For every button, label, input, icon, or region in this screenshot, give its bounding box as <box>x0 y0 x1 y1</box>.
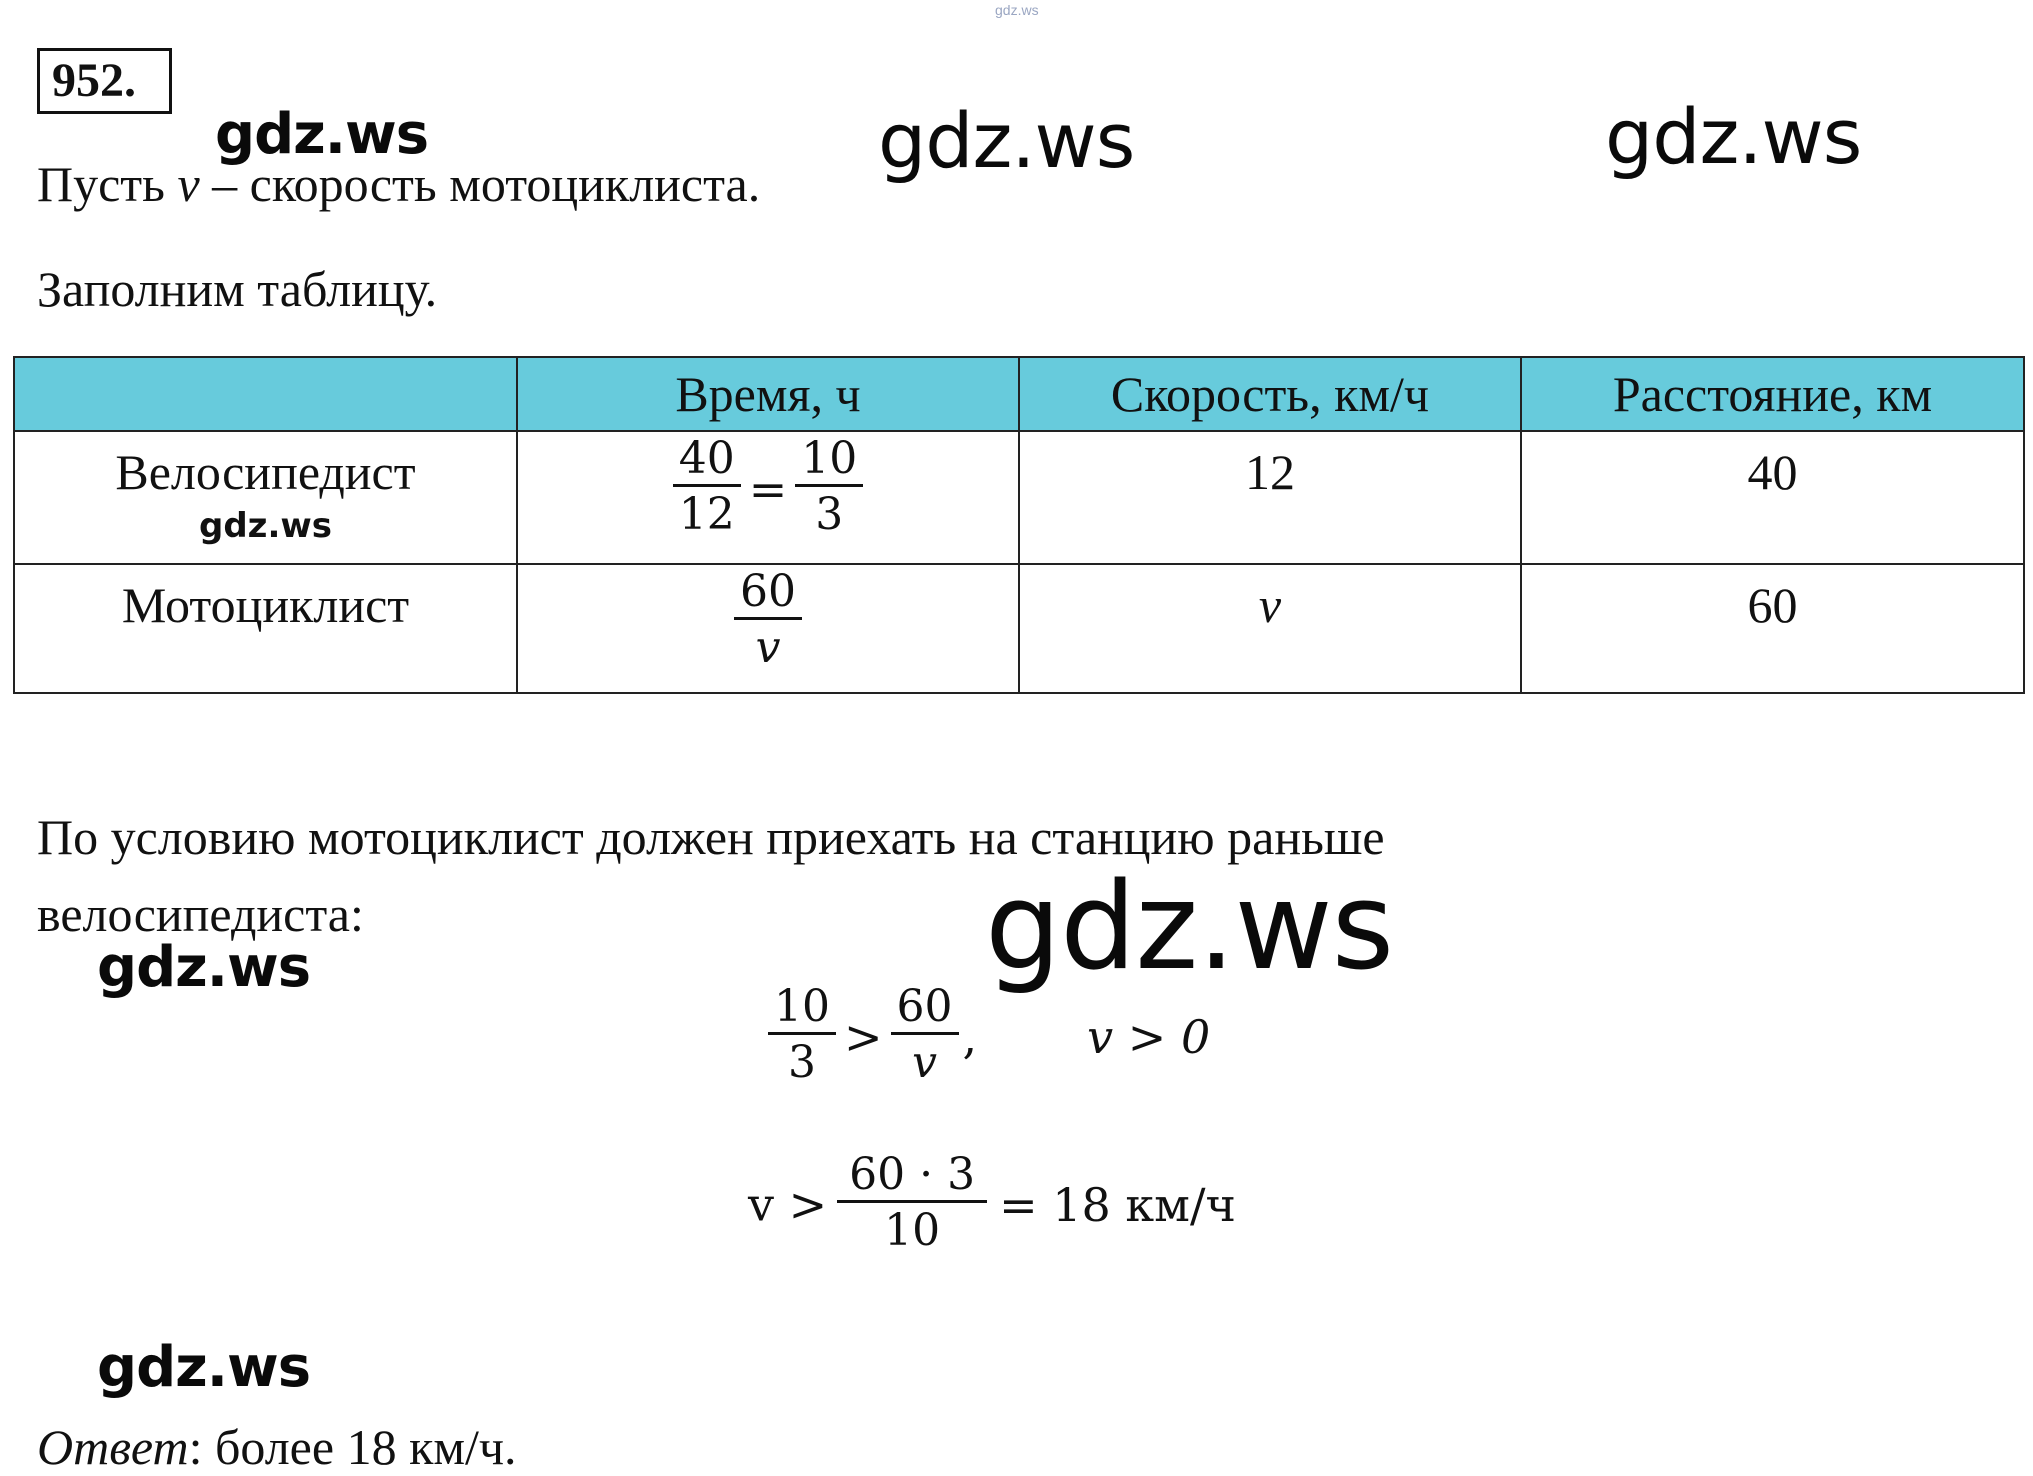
numerator: 40 <box>678 433 735 484</box>
fill-table-text: Заполним таблицу. <box>37 261 438 317</box>
denominator: v <box>891 1032 959 1091</box>
table-cell <box>1019 431 1521 564</box>
denominator: v <box>734 617 802 676</box>
distance-value: 40 <box>1747 444 1798 500</box>
inequality-1 <box>768 982 1210 1091</box>
denominator: 3 <box>768 1032 836 1091</box>
equals-sign: = <box>748 461 788 516</box>
fraction <box>795 434 863 543</box>
problem-number: 952. <box>37 48 172 114</box>
top-watermark: gdz.ws <box>995 2 1039 18</box>
numerator: 10 <box>801 433 858 484</box>
table-cell <box>1019 564 1521 693</box>
denominator: 10 <box>837 1200 987 1259</box>
answer <box>37 1418 517 1476</box>
inequality-result: = 18 км/ч <box>999 1177 1236 1232</box>
numerator: 60 <box>896 981 953 1032</box>
table-cell <box>14 564 517 693</box>
watermark: gdz.ws <box>198 506 333 546</box>
table-cell <box>517 431 1019 564</box>
table-header: Время, ч <box>517 357 1019 431</box>
table-header: Скорость, км/ч <box>1019 357 1521 431</box>
greater-sign: > <box>844 1009 883 1064</box>
numerator: 60 <box>740 565 796 617</box>
answer-text: : более 18 км/ч. <box>188 1419 517 1475</box>
time-fraction <box>518 565 1018 676</box>
time-fraction <box>518 432 1018 543</box>
table-cell <box>517 564 1019 693</box>
watermark: gdz.ws <box>215 102 429 167</box>
table-cell <box>1521 564 2024 693</box>
numerator: 10 <box>774 981 830 1032</box>
row-name: Велосипедист <box>115 444 416 500</box>
intro-text <box>37 155 760 213</box>
fraction <box>768 982 836 1091</box>
watermark: gdz.ws <box>97 935 311 1000</box>
table-header <box>14 357 517 431</box>
fraction <box>734 567 802 676</box>
row-name: Мотоциклист <box>121 576 410 633</box>
table-cell <box>14 431 517 564</box>
numerator: 60 · 3 <box>849 1149 976 1200</box>
comma: , <box>962 1009 978 1064</box>
distance-value: 60 <box>1747 576 1798 633</box>
intro-variable: v <box>177 156 200 212</box>
watermark: gdz.ws <box>1605 92 1862 181</box>
table-row <box>14 431 2024 564</box>
table-cell <box>1521 431 2024 564</box>
inequality-2 <box>748 1150 1236 1259</box>
domain-condition: v > 0 <box>1087 1009 1211 1064</box>
speed-value: v <box>1258 576 1282 633</box>
speed-value: 12 <box>1245 444 1295 500</box>
intro-prefix: Пусть <box>37 156 178 212</box>
fraction <box>673 434 741 543</box>
fraction <box>837 1150 987 1259</box>
condition-line-2: велосипедиста: <box>37 886 364 942</box>
fraction <box>891 982 959 1091</box>
table-header-row <box>14 357 2024 431</box>
denominator: 12 <box>673 484 741 543</box>
intro-suffix: – скорость мотоциклиста. <box>199 156 761 212</box>
watermark: gdz.ws <box>97 1335 311 1400</box>
table-row <box>14 564 2024 693</box>
table-header: Расстояние, км <box>1521 357 2024 431</box>
denominator: 3 <box>795 484 863 543</box>
watermark: gdz.ws <box>985 858 1394 997</box>
answer-label: Ответ <box>37 1419 189 1475</box>
speed-table <box>13 356 2025 694</box>
condition-line-1: По условию мотоциклист должен приехать на станцию раньше <box>37 809 1385 865</box>
watermark: gdz.ws <box>878 96 1135 185</box>
inequality-lhs: v > <box>748 1177 828 1232</box>
